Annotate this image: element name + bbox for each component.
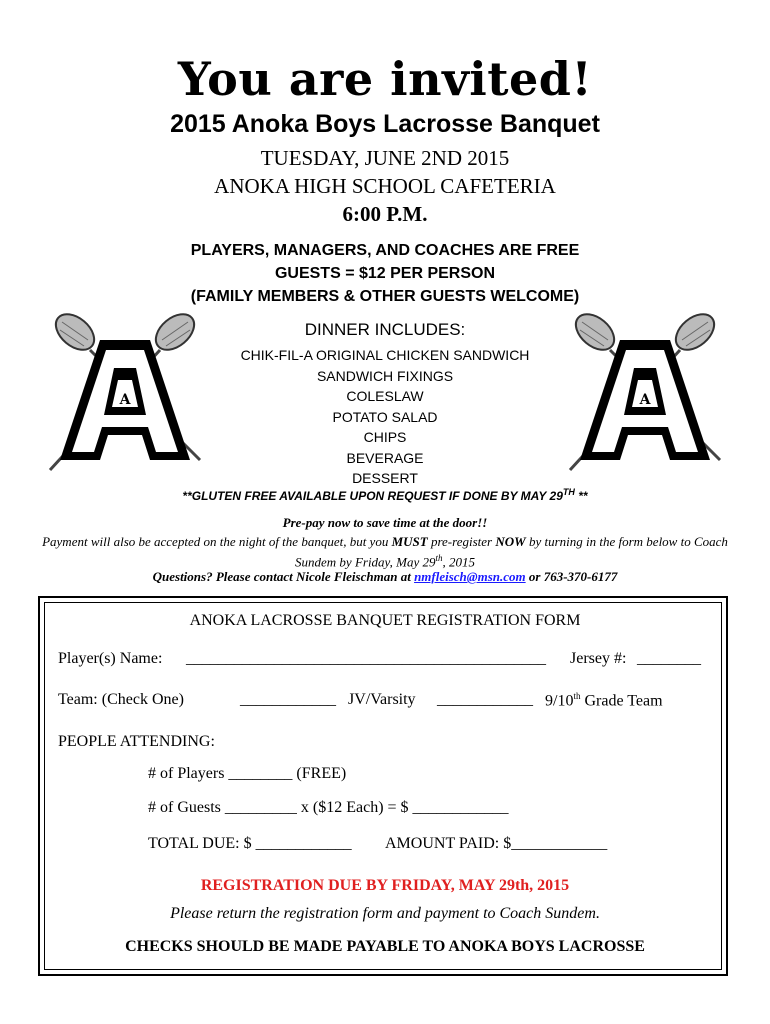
invitation-title: You are invited!: [177, 52, 593, 106]
menu-item: COLESLAW: [346, 388, 424, 404]
menu-item: CHIPS: [363, 429, 407, 445]
jersey-label: Jersey #:: [570, 650, 627, 667]
dinner-menu: [0, 345, 770, 489]
guest-price-line: GUESTS = $12 PER PERSON: [274, 265, 496, 282]
player-name-label: Player(s) Name:: [58, 650, 163, 667]
jersey-field[interactable]: ________: [637, 650, 701, 667]
dinner-heading: DINNER INCLUDES:: [304, 320, 466, 339]
return-form-note: Please return the registration form and payment to Coach Sundem.: [170, 905, 600, 922]
logo-letter: A: [119, 392, 131, 408]
guests-count-field[interactable]: # of Guests _________ x ($12 Each) = $ ____________: [148, 799, 509, 816]
amount-paid-field[interactable]: AMOUNT PAID: $____________: [385, 835, 608, 852]
grade-team-check-blank[interactable]: ____________: [437, 691, 533, 708]
menu-item: CHIK-FIL-A ORIGINAL CHICKEN SANDWICH: [240, 347, 530, 363]
checks-payable-note: CHECKS SHOULD BE MADE PAYABLE TO ANOKA BOYS LACROSSE: [125, 938, 645, 955]
menu-item: SANDWICH FIXINGS: [316, 367, 454, 384]
payment-note: Payment will also be accepted on the night of the banquet, but you MUST pre-register NOW by turning in the form below to Coach Sundem by Friday, May 29th, 2015: [42, 534, 728, 570]
players-count-field[interactable]: # of Players ________ (FREE): [148, 765, 347, 782]
contact-email-link[interactable]: nmfleisch@msn.com: [414, 569, 526, 584]
guests-welcome-line: (FAMILY MEMBERS & OTHER GUESTS WELCOME): [190, 288, 580, 305]
grade-team-label: 9/10th Grade Team: [545, 691, 663, 710]
event-venue: ANOKA HIGH SCHOOL CAFETERIA: [214, 174, 556, 198]
menu-item: DESSERT: [352, 470, 418, 486]
jv-varsity-check-blank[interactable]: ____________: [240, 691, 336, 708]
menu-item: BEVERAGE: [346, 449, 424, 466]
team-label: Team: (Check One): [58, 691, 184, 708]
questions-contact: Questions? Please contact Nicole Fleischman at nmfleisch@msn.com or 763-370-6177: [152, 569, 618, 584]
prepay-note: Pre-pay now to save time at the door!!: [282, 515, 488, 530]
registration-due-notice: REGISTRATION DUE BY FRIDAY, MAY 29th, 2015: [200, 877, 570, 894]
gluten-free-note: **GLUTEN FREE AVAILABLE UPON REQUEST IF DONE BY MAY 29TH **: [182, 487, 588, 503]
event-date: TUESDAY, JUNE 2ND 2015: [260, 146, 510, 170]
form-title: ANOKA LACROSSE BANQUET REGISTRATION FORM: [189, 612, 581, 629]
menu-item: POTATO SALAD: [332, 408, 438, 425]
event-time: 6:00 P.M.: [342, 202, 428, 226]
free-attendees-line: PLAYERS, MANAGERS, AND COACHES ARE FREE: [190, 242, 580, 259]
player-name-field[interactable]: _____________________________________________: [186, 650, 546, 667]
people-attending-label: PEOPLE ATTENDING:: [58, 733, 215, 750]
jv-varsity-label: JV/Varsity: [348, 691, 416, 708]
event-subtitle: 2015 Anoka Boys Lacrosse Banquet: [170, 110, 600, 138]
logo-letter: A: [639, 392, 651, 408]
total-due-field[interactable]: TOTAL DUE: $ ____________: [148, 835, 352, 852]
